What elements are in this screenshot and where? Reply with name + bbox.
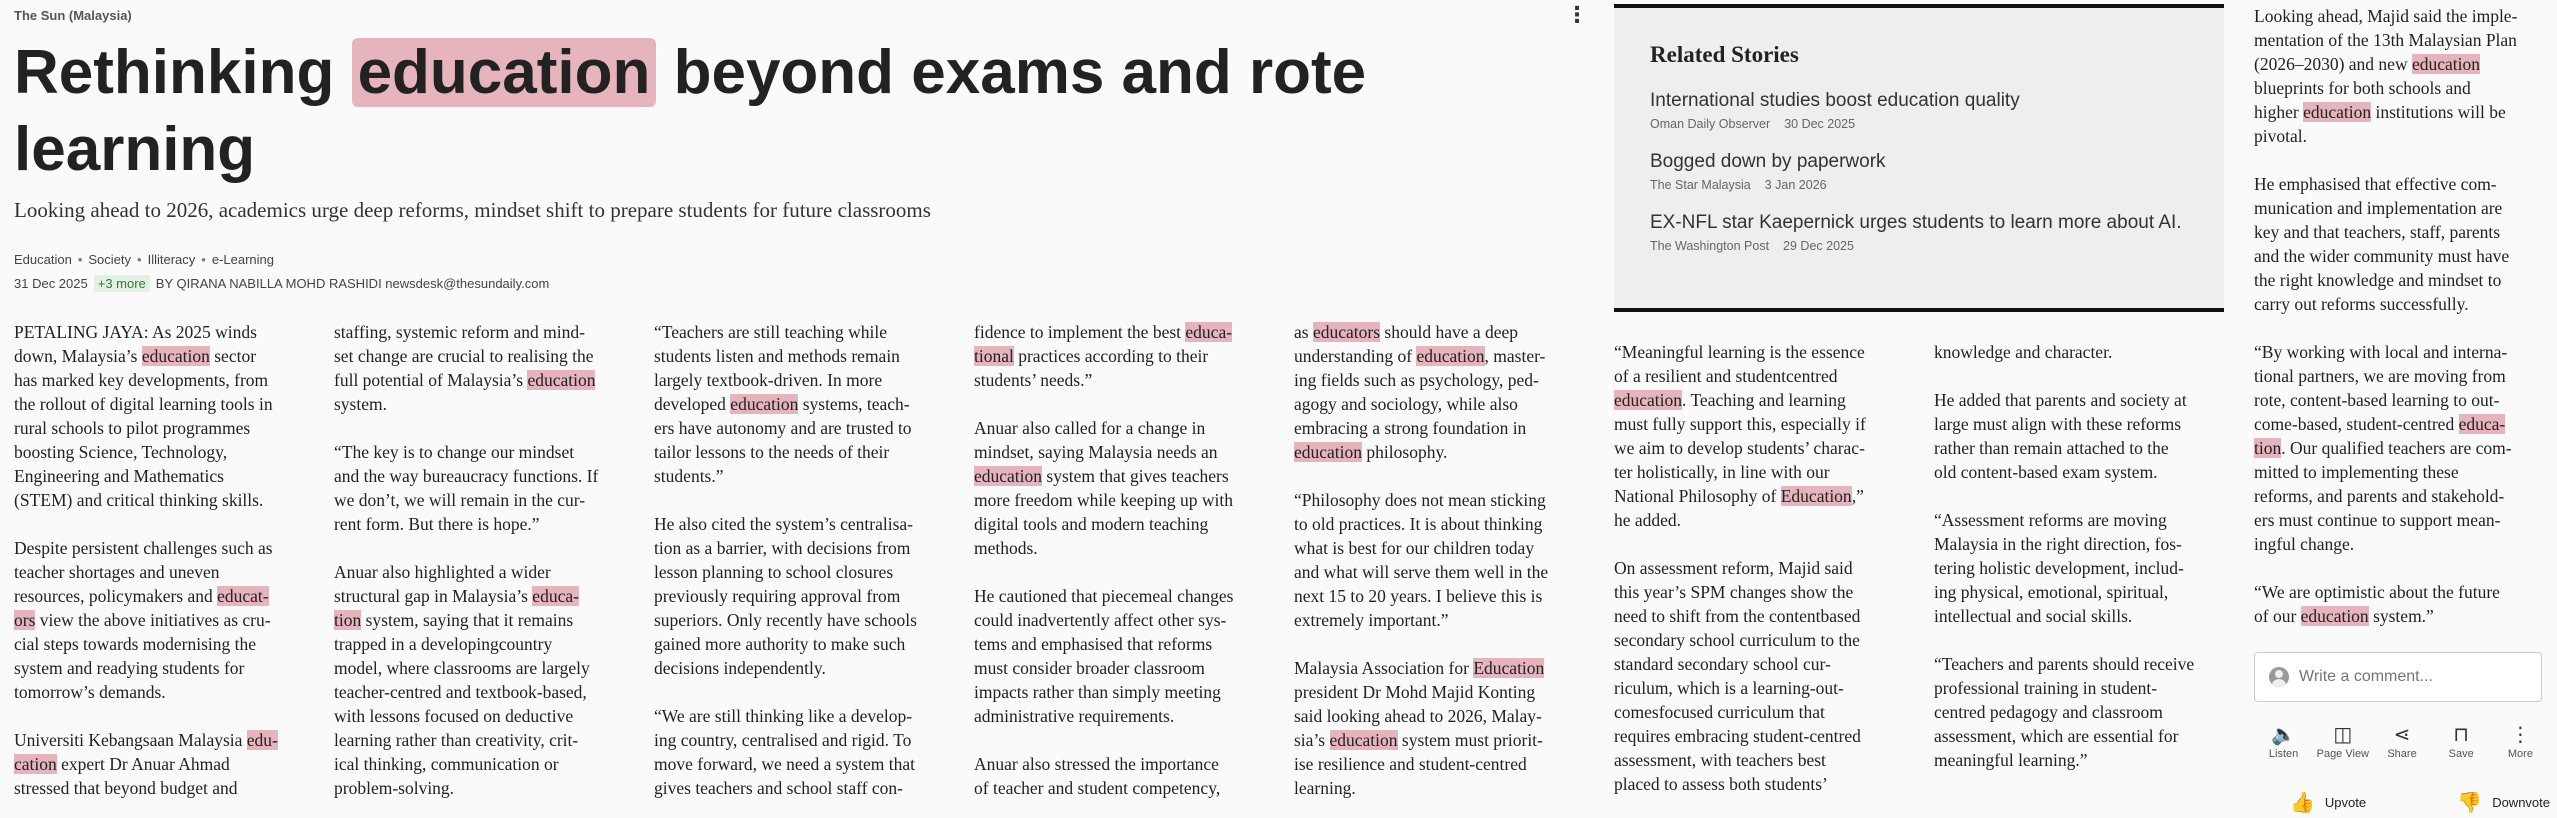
share-icon: ⋖	[2393, 722, 2411, 746]
related-story-meta	[1650, 178, 2188, 192]
tag-link[interactable]: Education	[14, 252, 72, 267]
tag-link[interactable]: e-Learning	[211, 252, 274, 267]
more-tags-badge[interactable]: +3 more	[94, 275, 150, 292]
thumbs-up-icon: 👍	[2290, 790, 2315, 814]
search-highlight: tional	[974, 346, 1014, 366]
story-source: The Washington Post	[1650, 239, 1770, 253]
byline: BY QIRANA NABILLA MOHD RASHIDI newsdesk@thesundaily.com	[155, 276, 550, 291]
article-paragraph: staffing, systemic reform and mind- set change are crucial to realising the full potential of Malaysia’s education system.	[334, 322, 596, 414]
related-story-meta	[1650, 117, 2188, 131]
page-view-button[interactable]	[2313, 722, 2372, 760]
toolbar-label: Page View	[2316, 748, 2369, 760]
article-paragraph: as educators should have a deep understanding of education, master- ing fields such as psychology, ped- agogy and sociology, while also embracing a strong foundation in education philosophy.	[1294, 322, 1546, 462]
headline-text: Rethinking	[14, 38, 352, 107]
headline	[14, 34, 1514, 188]
article-paragraph: Looking ahead, Majid said the imple- mentation of the 13th Malaysian Plan (2026–2030) and new education blueprints for both schools and higher education institutions will be pivotal.	[2254, 6, 2518, 146]
related-story-list	[1650, 90, 2188, 253]
comment-box[interactable]	[2254, 652, 2542, 702]
toolbar-label: Save	[2448, 748, 2474, 760]
downvote-button[interactable]	[2457, 790, 2550, 814]
story-source: The Star Malaysia	[1650, 178, 1751, 192]
toolbar-label: Listen	[2268, 748, 2299, 760]
article-paragraph: PETALING JAYA: As 2025 winds down, Malaysia’s education sector has marked key developments, from the rollout of digital learning tools in rural schools to pilot programmes boosting Science, Technology, Engineering and Mathematics (STEM) and critical thinking skills.	[14, 322, 273, 510]
search-highlight: education	[2300, 606, 2369, 626]
downvote-label: Downvote	[2492, 794, 2550, 810]
search-highlight: educa-	[532, 586, 579, 606]
search-highlight: edu-	[246, 730, 278, 750]
related-story-title: International studies boost education quality	[1650, 90, 2020, 111]
thumbs-down-icon: 👎	[2457, 790, 2483, 814]
article-subtitle: Looking ahead to 2026, academics urge deep reforms, mindset shift to prepare students for future classrooms	[14, 198, 931, 222]
article-paragraph: Despite persistent challenges such as teacher shortages and uneven resources, policymakers and educat- ors view the above initiatives as cru- cial steps towards modernising the system and readying students for tomorrow’s demands.	[14, 538, 273, 702]
article-paragraph: Universiti Kebangsaan Malaysia edu- cation expert Dr Anuar Ahmad stressed that beyond budget and	[14, 730, 278, 798]
article-toolbar	[2254, 722, 2550, 760]
search-highlight: education	[1294, 442, 1363, 462]
related-story-link[interactable]	[1650, 151, 2188, 192]
page-view-icon: ◫	[2333, 722, 2353, 746]
article-column	[1614, 340, 1866, 818]
article-column	[1294, 320, 1548, 818]
tag-separator: •	[77, 252, 83, 267]
tag-separator: •	[201, 252, 206, 267]
related-stories-heading: Related Stories	[1650, 42, 1799, 67]
article-paragraph: On assessment reform, Majid said this year’s SPM changes show the need to shift from the contentbased secondary school curriculum to the standard secondary school cur- riculum, which is a learning-out- comesfocused curriculum that requires embracing student-centred assessment, with teachers best placed to assess both students’	[1614, 558, 1861, 794]
article-paragraph: “Assessment reforms are moving Malaysia in the right direction, fos- tering holistic development, includ- ing physical, emotional, spiritual, intellectual and social skills.	[1934, 510, 2184, 626]
tag-separator: •	[137, 252, 142, 267]
search-highlight: educat-	[217, 586, 269, 606]
speaker-icon: 🔈	[2271, 722, 2297, 746]
article-paragraph: Malaysia Association for Education president Dr Mohd Majid Konting said looking ahead to 2026, Malay- sia’s education system must priorit- ise resilience and student-centred learning.	[1294, 658, 1545, 798]
article-paragraph: “Teachers and parents should receive professional training in student- centred pedagogy and classroom assessment, which are essential for meaningful learning.”	[1934, 654, 2195, 770]
article-column	[2254, 4, 2517, 652]
vote-bar	[2290, 790, 2550, 814]
search-highlight: education	[1416, 346, 1485, 366]
search-highlight: education	[2411, 54, 2480, 74]
related-story-link[interactable]	[1650, 90, 2188, 131]
article-paragraph: “By working with local and interna- tional partners, we are moving from rote, content-based learning to out- come-based, student-centred educa- tion. Our qualified teachers are com- mitted to implementing these reforms, and parents and stakehold- ers must continue to support mean- ingful change.	[2254, 342, 2512, 554]
article-paragraph: knowledge and character.	[1934, 342, 2113, 362]
article-column	[974, 320, 1233, 818]
related-story-title: EX-NFL star Kaepernick urges students to learn more about AI.	[1650, 212, 2182, 233]
article-paragraph: He also cited the system’s centralisa- tion as a barrier, with decisions from lesson planning to school closures previously requiring approval from superiors. Only recently have schools gained more authority to make such decisions independently.	[654, 514, 917, 678]
story-date: 29 Dec 2025	[1783, 239, 1854, 253]
search-highlight: educa-	[1185, 322, 1233, 342]
search-highlight: ors	[14, 610, 36, 630]
related-story-meta	[1650, 239, 2188, 253]
more-button[interactable]	[2491, 722, 2550, 760]
search-highlight: tion	[334, 610, 362, 630]
related-story-link[interactable]	[1650, 212, 2188, 253]
listen-button[interactable]	[2254, 722, 2313, 760]
comment-input[interactable]	[2299, 668, 2529, 686]
search-highlight: cation	[14, 754, 57, 774]
article-meta	[14, 276, 549, 291]
headline-highlight: education	[352, 38, 657, 107]
publish-date: 31 Dec 2025	[14, 276, 88, 291]
search-highlight: tion	[2254, 438, 2282, 458]
upvote-label: Upvote	[2324, 794, 2367, 810]
article-paragraph: Anuar also called for a change in mindset, saying Malaysia needs an education system that gives teachers more freedom while keeping up with digital tools and modern teaching methods.	[974, 418, 1234, 558]
headline-text: beyond exams and rote learning	[14, 38, 1367, 184]
story-date: 3 Jan 2026	[1764, 178, 1827, 192]
article-paragraph: Anuar also highlighted a wider structural gap in Malaysia’s educa- tion system, saying that it remains trapped in a developingcountry model, where classrooms are largely teacher-centred and textbook-based, with lessons focused on deductive learning rather than creativity, crit- ical thinking, communication or problem-solving.	[334, 562, 590, 798]
search-highlight: education	[730, 394, 799, 414]
article-column	[14, 320, 278, 818]
user-avatar-icon	[2269, 667, 2289, 687]
search-highlight: educators	[1312, 322, 1381, 342]
search-highlight: education	[141, 346, 210, 366]
bookmark-icon: ⊓	[2453, 722, 2470, 746]
article-paragraph: “The key is to change our mindset and the way bureaucracy functions. If we don’t, we will remain in the cur- rent form. But there is hope.”	[334, 442, 599, 534]
tag-link[interactable]: Society	[88, 252, 132, 267]
tag-list	[14, 252, 274, 267]
article-column	[654, 320, 917, 818]
search-highlight: education	[1614, 390, 1683, 410]
article-paragraph: “Philosophy does not mean sticking to old practices. It is about thinking what is best for our children today and what will serve them well in the next 15 to 20 years. I believe this is extremely important.”	[1294, 490, 1549, 630]
search-highlight: education	[974, 466, 1043, 486]
share-button[interactable]	[2372, 722, 2431, 760]
tag-link[interactable]: Illiteracy	[147, 252, 196, 267]
article-paragraph: “We are still thinking like a develop- ing country, centralised and rigid. To move forward, we need a system that gives teachers and school staff con-	[654, 706, 915, 798]
article-paragraph: “Teachers are still teaching while students listen and methods remain largely textbook-driven. In more developed education systems, teach- ers have autonomy and are trusted to tailor lessons to the needs of their students.”	[654, 322, 912, 486]
upvote-button[interactable]	[2290, 790, 2366, 814]
search-highlight: Education	[1780, 486, 1852, 506]
more-icon: ⋮	[2510, 722, 2531, 746]
article-column	[334, 320, 598, 818]
toolbar-label: More	[2507, 748, 2533, 760]
more-options-icon[interactable]: ⋮	[1566, 3, 1588, 28]
related-story-title: Bogged down by paperwork	[1650, 151, 1886, 172]
search-highlight: education	[2303, 102, 2372, 122]
publisher-name: The Sun (Malaysia)	[14, 8, 132, 23]
search-highlight: educa-	[2458, 414, 2506, 434]
article-paragraph: Anuar also stressed the importance of teacher and student competency,	[974, 754, 1221, 798]
article-column	[1934, 340, 2194, 796]
related-stories-panel	[1614, 4, 2224, 312]
save-button[interactable]	[2432, 722, 2491, 760]
story-source: Oman Daily Observer	[1650, 117, 1771, 131]
search-highlight: Education	[1473, 658, 1545, 678]
article-paragraph: “We are optimistic about the future of our education system.”	[2254, 582, 2500, 626]
search-highlight: education	[1329, 730, 1398, 750]
story-date: 30 Dec 2025	[1784, 117, 1856, 131]
article-paragraph: He cautioned that piecemeal changes could inadvertently affect other sys- tems and emphasised that reforms must consider broader classroom impacts rather than simply meeting administrative requirements.	[974, 586, 1234, 726]
article-paragraph: fidence to implement the best educa- tional practices according to their students’ needs.”	[974, 322, 1233, 390]
article-paragraph: He emphasised that effective com- munication and implementation are key and that teachers, staff, parents and the wider community must have the right knowledge and mindset to carry out reforms successfully.	[2254, 174, 2510, 314]
article-paragraph: “Meaningful learning is the essence of a resilient and studentcentred education. Teaching and learning must fully support this, especially if we aim to develop students’ charac- ter holistically, in line with our National Philosophy of Education,” he added.	[1614, 342, 1866, 530]
article-paragraph: He added that parents and society at large must align with these reforms rather than remain attached to the old content-based exam system.	[1934, 390, 2187, 482]
toolbar-label: Share	[2387, 748, 2417, 760]
search-highlight: education	[527, 370, 596, 390]
